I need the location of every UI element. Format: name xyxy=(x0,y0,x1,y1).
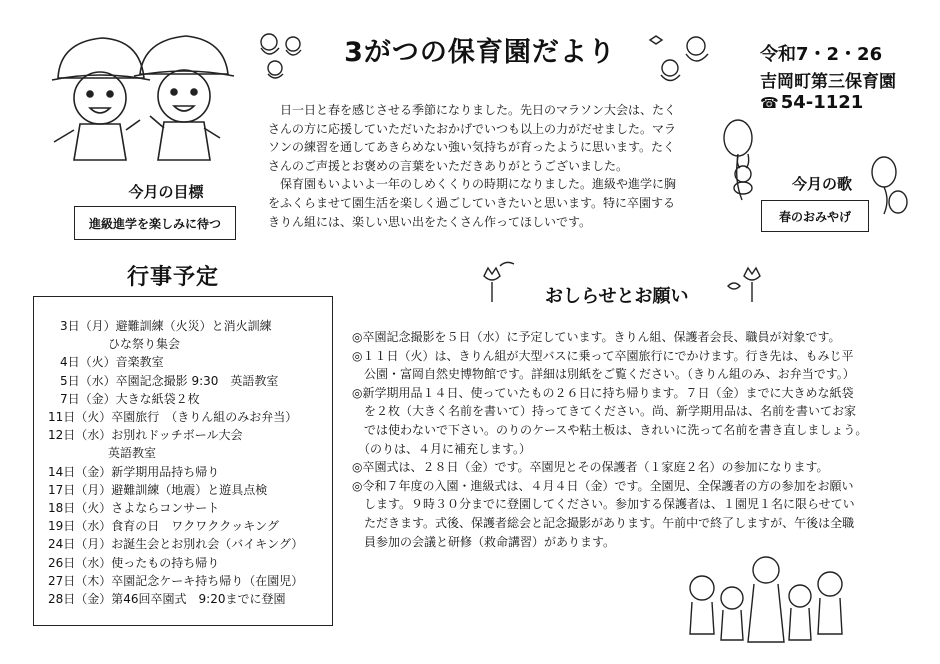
intro-line: ソンの練習を通してあきらめない強い気持ちが育ったように思います。たく xyxy=(268,140,676,155)
school-name: 吉岡町第三保育園 xyxy=(760,72,896,92)
schedule-item: ひな祭り集会 xyxy=(48,337,181,352)
schedule-heading: 行事予定 xyxy=(126,265,219,290)
monthly-song-box: 春のおみやげ xyxy=(761,200,869,232)
schedule-item: 5日（水）卒園記念撮影 9:30 英語教室 xyxy=(48,373,279,388)
notice-line: ◎令和７年度の入園・進級式は、４月４日（金）です。全園児、全保護者の方の参加をお願い xyxy=(352,478,854,493)
intro-line: 日一日と春を感じさせる季節になりました。先日のマラソン大会は、たく xyxy=(268,103,677,117)
notices-heading: おしらせとお願い xyxy=(545,286,689,307)
schedule-item: 18日（火）さよならコンサート xyxy=(48,501,220,516)
notice-line: ◎卒園式は、２８日（金）です。卒園児とその保護者（１家庭２名）の参加になります。 xyxy=(352,460,829,475)
notice-line: では使わないで下さい。のりのケースや粘土板は、きれいに洗って名前を書き直しましょう。 xyxy=(352,422,868,437)
notice-line: ◎卒園記念撮影を５日（水）に予定しています。きりん組、保護者会長、職員が対象です。 xyxy=(352,330,841,344)
notices-list xyxy=(352,328,892,551)
notice-line: ◎１１日（火）は、きりん組が大型バスに乗って卒園旅行にでかけます。行き先は、もみじ平 xyxy=(352,348,854,363)
schedule-item: 14日（金）新学期用品持ち帰り xyxy=(48,464,220,479)
tulips-icon xyxy=(478,256,778,306)
notice-line: 員参加の会議と研修（救命講習）があります。 xyxy=(352,534,616,549)
monthly-song-heading: 今月の歌 xyxy=(791,175,852,193)
children-with-hats-icon xyxy=(40,20,240,170)
notice-line: （のりは、４月に補充します。） xyxy=(352,441,532,456)
chicks-icon xyxy=(255,28,315,83)
schedule-item: 26日（水）使ったもの持ち帰り xyxy=(48,555,220,570)
page-title: 3がつの保育園だより xyxy=(344,37,616,68)
schedule-item: 27日（木）卒園記念ケーキ持ち帰り（在園児） xyxy=(48,573,304,588)
intro-line: をふくらませて園生活を楽しく過ごしていきたいと思います。特に卒園する xyxy=(268,195,676,210)
intro-paragraph xyxy=(268,101,704,231)
issue-date: 令和7・2・26 xyxy=(760,44,883,65)
chicks-icon-right xyxy=(640,28,720,88)
intro-line: きりん組には、楽しい思い出をたくさん作ってほしいです。 xyxy=(268,214,592,229)
schedule-item: 28日（金）第46回卒園式 9:20までに登園 xyxy=(48,592,286,607)
schedule-item: 11日（火）卒園旅行 （きりん組のみお弁当） xyxy=(48,410,298,425)
intro-line: さんのご声援とお褒めの言葉をいただきありがとうございました。 xyxy=(268,158,629,173)
notice-line: を２枚（大きく名前を書いて）持ってきてください。尚、新学期用品は、名前を書いてお家 xyxy=(352,404,857,419)
intro-line: さんの方に応援していただいたおかげでいつも以上の力がだせました。マラ xyxy=(268,121,677,136)
notice-line: 公園・富岡自然史博物館です。詳細は別紙をご覧ください。（きりん組のみ、お弁当です。） xyxy=(352,367,855,382)
phone-number-text: 54-1121 xyxy=(780,92,864,113)
schedule-item: 4日（火）音楽教室 xyxy=(48,355,164,370)
schedule-item: 英語教室 xyxy=(48,446,157,461)
schedule-item: 24日（月）お誕生会とお別れ会（バイキング） xyxy=(48,537,304,552)
monthly-goal-heading: 今月の目標 xyxy=(128,183,204,201)
schedule-item: 19日（水）食育の日 ワクワククッキング xyxy=(48,519,279,534)
bunny-icon xyxy=(724,150,764,195)
children-group-icon xyxy=(682,548,852,648)
notice-line: ただきます。式後、保護者総会と記念撮影があります。午前中で終了しますが、午後は全職 xyxy=(352,515,855,530)
schedule-item: 17日（月）避難訓練（地震）と遊具点検 xyxy=(48,482,268,497)
monthly-goal-box: 進級進学を楽しみに待つ xyxy=(74,206,236,240)
intro-line: 保育園もいよいよ一年のしめくくりの時期になりました。進級や進学に胸 xyxy=(268,177,677,192)
schedule-box xyxy=(33,296,333,626)
notice-line: ◎新学期用品１４日、使っていたもの２６日に持ち帰ります。７日（金）までに大きめな紙袋 xyxy=(352,385,854,400)
schedule-item: 12日（水）お別れドッチボール大会 xyxy=(48,428,243,443)
notice-line: します。９時３０分までに登園してください。参加する保護者は、１園児１名に限らせてい xyxy=(352,497,855,512)
phone-icon: ☎ xyxy=(760,94,779,112)
schedule-item: 3日（月）避難訓練（火災）と消火訓練 xyxy=(48,319,272,333)
schedule-item: 7日（金）大きな紙袋２枚 xyxy=(48,391,200,406)
schedule-list xyxy=(48,317,328,608)
